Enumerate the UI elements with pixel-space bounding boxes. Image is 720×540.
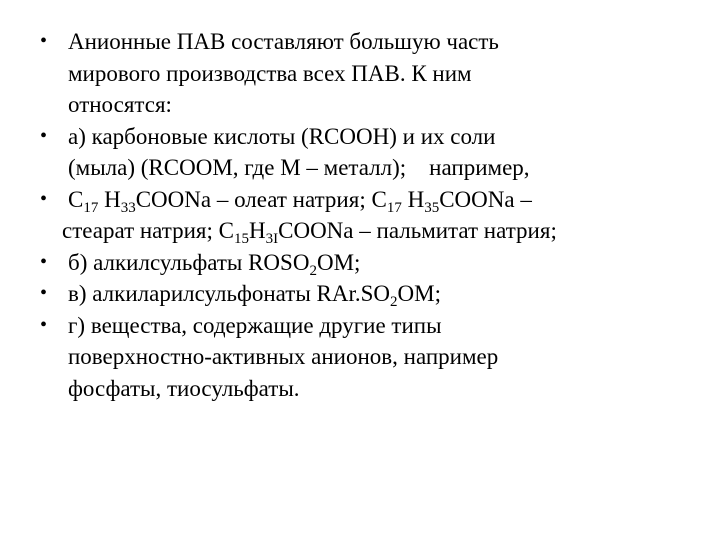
bullet-marker: • (40, 30, 48, 52)
text-line: фосфаты, тиосульфаты. (68, 375, 300, 401)
text-line: Анионные ПАВ составляют большую часть (68, 29, 499, 54)
list-item (40, 278, 690, 310)
list-item (40, 310, 690, 405)
bullet-marker: • (40, 250, 48, 273)
bullet-marker: • (40, 187, 48, 210)
bullet-list (40, 26, 690, 404)
bullet-marker: • (40, 282, 48, 304)
text-line: г) вещества, содержащие другие типы (68, 312, 442, 338)
formula-line: в) алкиларилсульфонаты $RAr.SO_2OM$; (68, 281, 441, 310)
text-line: поверхностно-активных анионов, например (68, 344, 499, 369)
text-line: относятся: (68, 92, 172, 117)
formula-line: стеарат натрия; $С_{15}H_{3I}COONa$ – пальмитат натрия; (62, 218, 557, 247)
text-line: мирового производства всех ПАВ. К ним (68, 60, 472, 86)
formula-line: $С_{17}$ $H_{33}COONa$ – олеат натрия; $С_{17}$ $H_{35}COONa$ – (68, 186, 532, 216)
list-item (40, 184, 690, 247)
list-item (40, 26, 690, 121)
text-line: а) карбоновые кислоты (RCOOH) и их соли (68, 123, 496, 149)
bullet-marker: • (40, 124, 48, 147)
bullet-marker: • (40, 313, 48, 336)
list-item (40, 247, 690, 279)
list-item (40, 121, 690, 184)
text-line: (мыла) (RCOOM, где M – металл); например, (68, 155, 530, 180)
formula-line: б) алкилсульфаты $ROSO_2OM$; (68, 249, 361, 279)
